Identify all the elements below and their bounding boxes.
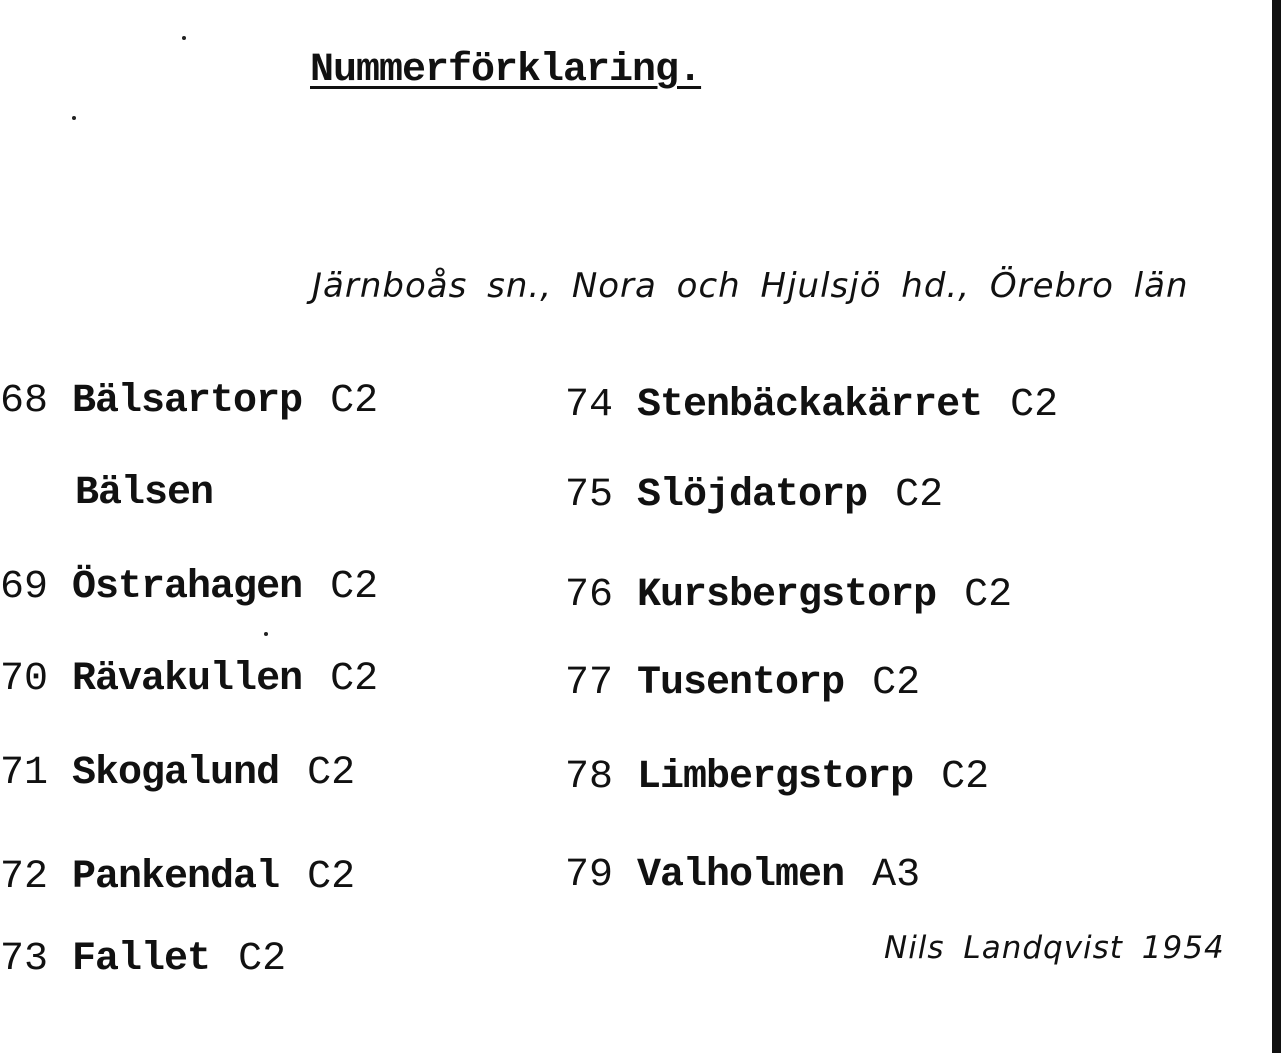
entry-code: C2 [872,661,921,706]
entry-name: Slöjdatorp [637,473,868,518]
entry-name: Bälsen [75,471,214,516]
entry-code: C2 [238,937,287,982]
list-item [75,470,217,518]
entry-code: C2 [941,755,990,800]
list-item [0,936,286,984]
entry-number: 79 [565,853,614,898]
list-item [565,852,920,900]
page-title: Nummerförklaring. [310,48,702,93]
entry-code: A3 [872,853,921,898]
entry-number: 69 [0,565,49,610]
list-item [0,656,378,704]
list-item [565,660,920,708]
entry-name: Rävakullen [72,657,303,702]
entry-code: C2 [1010,383,1059,428]
list-item [565,754,989,802]
entry-number: 71 [0,751,49,796]
list-item [565,572,1012,620]
entry-number: 72 [0,855,49,900]
entry-code: C2 [307,751,356,796]
entry-name: Tusentorp [637,661,845,706]
entry-number: 68 [0,379,49,424]
entry-code: C2 [895,473,944,518]
list-item [0,378,378,426]
entry-code: C2 [330,565,379,610]
entry-name: Kursbergstorp [637,573,937,618]
entry-code: C2 [330,657,379,702]
entry-name: Pankendal [72,855,280,900]
entry-number: 74 [565,383,614,428]
entry-name: Valholmen [637,853,845,898]
entry-number: 78 [565,755,614,800]
list-item [0,854,355,902]
entry-number: 70 [0,657,49,702]
scan-speck [182,36,186,40]
entry-number: 76 [565,573,614,618]
entry-name: Stenbäckakärret [637,383,983,428]
entry-name: Skogalund [72,751,280,796]
parish-subtitle: Järnboås sn., Nora och Hjulsjö hd., Örebro län [312,266,1189,306]
entry-code: C2 [330,379,379,424]
author-signature: Nils Landqvist 1954 [884,930,1225,966]
entry-name: Limbergstorp [637,755,914,800]
entry-number: 77 [565,661,614,706]
list-item [0,750,355,798]
page-edge-border [1272,0,1281,1053]
entry-code: C2 [307,855,356,900]
scan-speck [72,116,76,120]
list-item [0,564,378,612]
entry-name: Fallet [72,937,211,982]
scan-speck [264,632,268,636]
entry-name: Östrahagen [72,565,303,610]
list-item [565,382,1058,430]
entry-number: 73 [0,937,49,982]
entry-code: C2 [964,573,1013,618]
entry-number: 75 [565,473,614,518]
entry-name: Bälsartorp [72,379,303,424]
list-item [565,472,943,520]
